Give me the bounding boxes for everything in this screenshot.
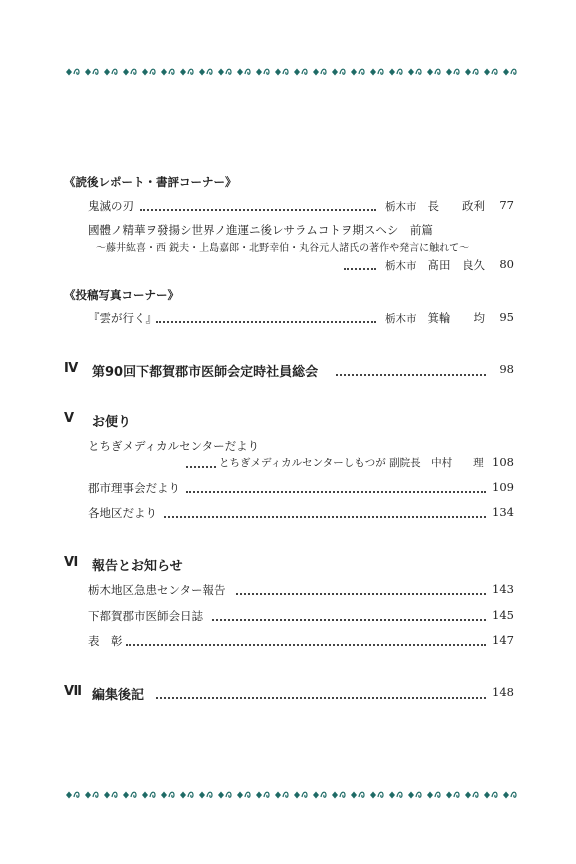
ornament-scroll [283,69,288,74]
ornament-scroll [188,792,193,797]
ornament-diamond [237,69,243,76]
ornament-diamond [446,792,452,799]
ornament-scroll [511,792,516,797]
page-number: 95 [499,310,514,324]
ornament-scroll [74,792,79,797]
ornament-scroll [169,69,174,74]
ornament-diamond [199,69,205,76]
ornament-diamond [408,792,414,799]
ornament-scroll [74,69,79,74]
ornament-diamond [313,792,319,799]
page-number: 80 [499,257,514,271]
chapter-iv-title: 第90回下都賀郡市医師会定時社員総会 [92,365,319,380]
ornament-diamond [408,69,414,76]
ornament-scroll [112,69,117,74]
dot-leader [186,466,216,468]
ornament-scroll [435,792,440,797]
chapter-v-title: お便り [92,415,132,430]
ornament-diamond [256,792,262,799]
ornament-scroll [416,69,421,74]
ornament-diamond [85,69,91,76]
ornament-scroll [321,69,326,74]
dot-leader [344,268,376,270]
ornament-diamond [313,69,319,76]
book-review-section-label: 《読後レポート・書評コーナー》 [64,175,237,189]
entry-author [385,198,485,214]
ornament-diamond [104,69,110,76]
ornament-scroll [207,792,212,797]
author-name: 髙田 良久 [427,258,485,272]
dot-leader [336,374,486,376]
ornament-scroll [150,792,155,797]
ornament-scroll [359,69,364,74]
ornament-scroll [264,792,269,797]
ornament-scroll [321,792,326,797]
ornament-scroll [93,792,98,797]
ornament-diamond [256,69,262,76]
ornament-scroll [150,69,155,74]
page-number: 148 [492,685,514,699]
ornament-scroll [131,69,136,74]
ornament-diamond [161,792,167,799]
ornament-diamond [161,69,167,76]
entry-byline: とちぎメディカルセンターしもつが 副院長 中村 理 [219,457,484,469]
ornament-scroll [397,792,402,797]
entry-title: 『雲が行く』 [88,311,157,325]
ornament-diamond [427,792,433,799]
ornament-diamond [123,792,129,799]
ornament-scroll [207,69,212,74]
entry-author [385,310,485,326]
ornament-diamond [389,69,395,76]
ornament-diamond [142,792,148,799]
dot-leader [186,491,486,493]
ornament-scroll [359,792,364,797]
ornament-scroll [112,792,117,797]
dot-leader [156,321,376,323]
ornament-diamond [484,792,490,799]
chapter-vii-numeral: Ⅶ [64,684,83,699]
author-name: 長 政利 [427,199,485,213]
ornament-scroll [511,69,516,74]
ornament-scroll [188,69,193,74]
chapter-vi-numeral: Ⅵ [64,555,79,570]
page-number: 109 [492,480,514,494]
entry-city: 栃木市 [385,313,417,325]
photo-section-label: 《投稿写真コーナー》 [64,288,179,302]
entry-title: 表 彰 [88,634,123,648]
ornament-scroll [340,69,345,74]
ornament-diamond [351,792,357,799]
bottom-ornament-border [62,788,520,802]
page-number: 145 [492,608,514,622]
chapter-vii-title: 編集後記 [92,688,145,703]
ornament-diamond [427,69,433,76]
ornament-scroll [264,69,269,74]
page-number: 108 [492,455,514,469]
page-number: 134 [492,505,514,519]
dot-leader [212,619,486,621]
page-number: 98 [499,362,514,376]
dot-leader [156,697,486,699]
entry-title: 各地区だより [88,506,157,520]
chapter-v-numeral: Ⅴ [64,411,75,426]
ornament-scroll [226,792,231,797]
ornament-diamond [370,792,376,799]
ornament-diamond [351,69,357,76]
ornament-scroll [454,792,459,797]
page-number: 143 [492,582,514,596]
ornament-scroll [473,69,478,74]
ornament-diamond [484,69,490,76]
ornament-diamond [370,69,376,76]
page-number: 77 [499,198,514,212]
dot-leader [236,593,486,595]
ornament-scroll [245,792,250,797]
ornament-scroll [226,69,231,74]
dot-leader [140,209,376,211]
ornament-diamond [66,69,72,76]
entry-title: 鬼滅の刃 [88,199,134,213]
ornament-diamond [199,792,205,799]
ornament-scroll [378,69,383,74]
entry-title: 國體ノ精華ヲ發揚シ世界ノ進運ニ後レサラムコトヲ期スヘシ 前篇 [88,223,433,237]
ornament-scroll [169,792,174,797]
ornament-diamond [465,69,471,76]
ornament-diamond [294,69,300,76]
ornament-diamond [332,792,338,799]
entry-title: 下都賀郡市医師会日誌 [88,609,203,623]
ornament-diamond [180,792,186,799]
ornament-scroll [492,69,497,74]
ornament-scroll [245,69,250,74]
entry-city: 栃木市 [385,201,417,213]
ornament-diamond [142,69,148,76]
entry-city: 栃木市 [385,260,417,272]
page-number: 147 [492,633,514,647]
ornament-diamond [104,792,110,799]
ornament-scroll [131,792,136,797]
ornament-diamond [465,792,471,799]
ornament-scroll [302,69,307,74]
ornament-scroll [454,69,459,74]
ornament-scroll [492,792,497,797]
ornament-diamond [123,69,129,76]
chapter-iv-numeral: Ⅳ [64,361,79,376]
ornament-diamond [218,69,224,76]
ornament-scroll [435,69,440,74]
ornament-scroll [473,792,478,797]
author-name: 箕輪 均 [427,311,485,325]
entry-author [385,257,485,273]
ornament-scroll [378,792,383,797]
ornament-diamond [218,792,224,799]
ornament-diamond [180,69,186,76]
dot-leader [164,516,486,518]
entry-subtitle: ～藤井紘喜・西 鋭夫・上島嘉郎・北野幸伯・丸谷元人諸氏の著作や発言に触れて～ [96,243,470,254]
ornament-scroll [397,69,402,74]
top-ornament-border [62,65,520,79]
ornament-scroll [302,792,307,797]
ornament-scroll [93,69,98,74]
ornament-diamond [66,792,72,799]
entry-title: とちぎメディカルセンターだより [88,439,260,453]
dot-leader [126,644,486,646]
ornament-diamond [275,69,281,76]
ornament-scroll [416,792,421,797]
ornament-diamond [332,69,338,76]
ornament-diamond [85,792,91,799]
entry-title: 郡市理事会だより [88,481,180,495]
chapter-vi-title: 報告とお知らせ [92,559,183,574]
ornament-diamond [275,792,281,799]
ornament-diamond [446,69,452,76]
ornament-scroll [340,792,345,797]
ornament-diamond [503,69,509,76]
ornament-scroll [283,792,288,797]
entry-title: 栃木地区急患センター報告 [88,583,226,597]
ornament-diamond [503,792,509,799]
ornament-diamond [389,792,395,799]
ornament-diamond [237,792,243,799]
ornament-diamond [294,792,300,799]
